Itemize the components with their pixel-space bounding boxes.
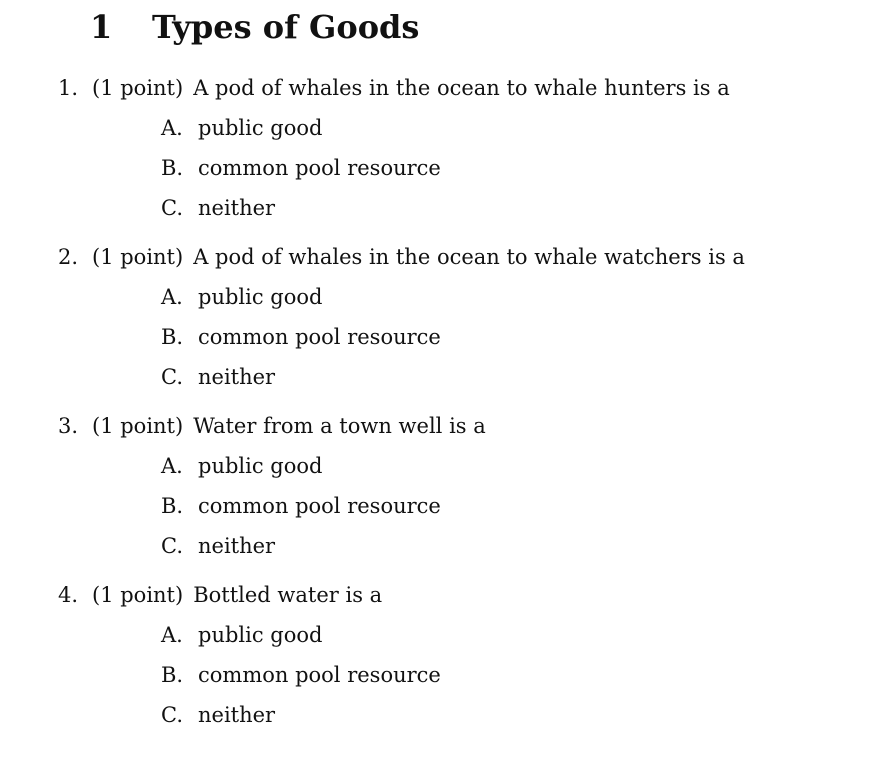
choice-letter: A. <box>161 116 183 140</box>
question-points: (1 point) <box>92 414 184 438</box>
choice-a <box>58 615 858 655</box>
choice-a <box>58 277 858 317</box>
choice-letter: B. <box>161 325 184 349</box>
question-points: (1 point) <box>92 76 184 100</box>
question-3 <box>58 406 858 566</box>
choice-letter: A. <box>161 454 183 478</box>
question-number: 4. <box>58 583 79 607</box>
choice-b <box>58 655 858 695</box>
question-text: A pod of whales in the ocean to whale hunters is a <box>193 76 730 100</box>
choice-text: public good <box>198 285 323 309</box>
question-line <box>58 237 858 277</box>
choice-letter: C. <box>161 196 183 220</box>
choice-c <box>58 357 858 397</box>
question-number: 3. <box>58 414 79 438</box>
question-text: Water from a town well is a <box>193 414 486 438</box>
choice-letter: B. <box>161 156 184 180</box>
choice-letter: C. <box>161 365 183 389</box>
question-1 <box>58 68 858 228</box>
question-line <box>58 575 858 615</box>
choice-a <box>58 108 858 148</box>
question-points: (1 point) <box>92 245 184 269</box>
question-points: (1 point) <box>92 583 184 607</box>
question-number: 1. <box>58 76 79 100</box>
choice-a <box>58 446 858 486</box>
choice-text: neither <box>198 196 276 220</box>
question-2 <box>58 237 858 397</box>
question-number: 2. <box>58 245 79 269</box>
question-text: A pod of whales in the ocean to whale watchers is a <box>193 245 745 269</box>
section-heading <box>90 8 419 52</box>
choice-letter: A. <box>161 623 183 647</box>
question-line <box>58 406 858 446</box>
choice-c <box>58 188 858 228</box>
choice-text: public good <box>198 623 323 647</box>
choice-text: public good <box>198 116 323 140</box>
choice-text: neither <box>198 365 276 389</box>
choice-text: common pool resource <box>198 325 441 349</box>
choice-text: common pool resource <box>198 156 441 180</box>
choice-c <box>58 695 858 735</box>
section-number: 1 <box>90 8 113 46</box>
choice-text: public good <box>198 454 323 478</box>
choice-letter: A. <box>161 285 183 309</box>
choice-letter: C. <box>161 534 183 558</box>
choice-b <box>58 486 858 526</box>
choice-c <box>58 526 858 566</box>
section-title: Types of Goods <box>152 8 420 46</box>
question-4 <box>58 575 858 735</box>
choice-letter: B. <box>161 663 184 687</box>
choice-letter: B. <box>161 494 184 518</box>
choice-text: neither <box>198 703 276 727</box>
question-line <box>58 68 858 108</box>
choice-b <box>58 317 858 357</box>
choice-text: common pool resource <box>198 494 441 518</box>
choice-text: common pool resource <box>198 663 441 687</box>
choice-letter: C. <box>161 703 183 727</box>
choice-text: neither <box>198 534 276 558</box>
choice-b <box>58 148 858 188</box>
question-text: Bottled water is a <box>193 583 383 607</box>
